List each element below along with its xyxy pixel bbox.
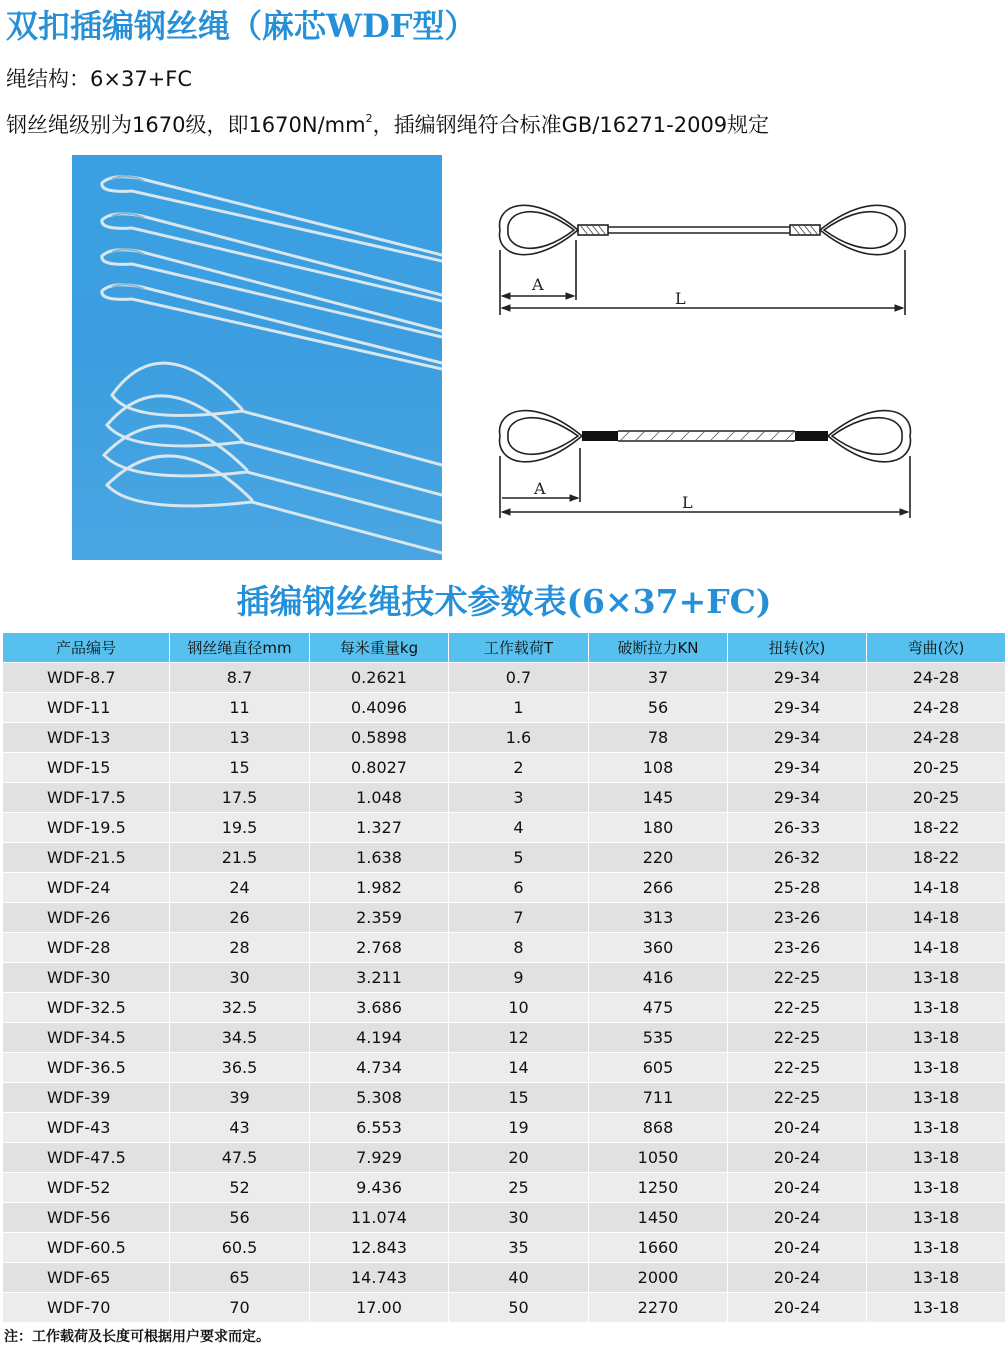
product-code-cell: WDF-39 bbox=[3, 1083, 170, 1113]
table-cell: 605 bbox=[589, 1053, 728, 1083]
product-code-cell: WDF-17.5 bbox=[3, 783, 170, 813]
table-cell: 5.308 bbox=[310, 1083, 449, 1113]
table-row bbox=[3, 1263, 1006, 1293]
table-cell: 1.327 bbox=[310, 813, 449, 843]
table-cell: 22-25 bbox=[728, 1083, 867, 1113]
table-cell: 1 bbox=[449, 693, 589, 723]
rope-grade bbox=[6, 104, 769, 140]
table-cell: 22-25 bbox=[728, 1053, 867, 1083]
table-cell: 78 bbox=[589, 723, 728, 753]
table-cell: 13-18 bbox=[867, 1293, 1006, 1323]
table-cell: 8 bbox=[449, 933, 589, 963]
table-row bbox=[3, 1113, 1006, 1143]
diagram-1-label-a: A bbox=[532, 275, 544, 294]
product-code-cell: WDF-52 bbox=[3, 1173, 170, 1203]
product-code-cell: WDF-47.5 bbox=[3, 1143, 170, 1173]
table-cell: 12 bbox=[449, 1023, 589, 1053]
table-title: 插编钢丝绳技术参数表(6×37+FC) bbox=[236, 582, 772, 621]
table-cell: 14-18 bbox=[867, 933, 1006, 963]
table-row bbox=[3, 903, 1006, 933]
grade-text: 钢丝绳级别为1670级，即1670N/mm bbox=[6, 113, 366, 137]
table-cell: 13-18 bbox=[867, 1203, 1006, 1233]
table-cell: 4.734 bbox=[310, 1053, 449, 1083]
table-row bbox=[3, 1053, 1006, 1083]
table-cell: 18-22 bbox=[867, 813, 1006, 843]
table-cell: 0.5898 bbox=[310, 723, 449, 753]
table-cell: 13-18 bbox=[867, 1083, 1006, 1113]
table-cell: 13-18 bbox=[867, 1023, 1006, 1053]
table-cell: 360 bbox=[589, 933, 728, 963]
table-cell: 24-28 bbox=[867, 663, 1006, 693]
table-row bbox=[3, 1023, 1006, 1053]
rope-structure: 绳结构：6×37+FC bbox=[6, 67, 193, 91]
table-cell: 9 bbox=[449, 963, 589, 993]
grade-standard: ，插编钢绳符合标准GB/16271-2009规定 bbox=[372, 113, 770, 137]
product-code-cell: WDF-56 bbox=[3, 1203, 170, 1233]
table-cell: 56 bbox=[170, 1203, 310, 1233]
table-cell: 39 bbox=[170, 1083, 310, 1113]
product-code-cell: WDF-11 bbox=[3, 693, 170, 723]
table-cell: 20-24 bbox=[728, 1263, 867, 1293]
table-cell: 20-24 bbox=[728, 1293, 867, 1323]
table-cell: 40 bbox=[449, 1263, 589, 1293]
table-cell: 1.982 bbox=[310, 873, 449, 903]
table-cell: 3 bbox=[449, 783, 589, 813]
table-cell: 29-34 bbox=[728, 783, 867, 813]
product-code-cell: WDF-36.5 bbox=[3, 1053, 170, 1083]
table-cell: 4.194 bbox=[310, 1023, 449, 1053]
table-row bbox=[3, 1203, 1006, 1233]
table-cell: 6 bbox=[449, 873, 589, 903]
table-cell: 6.553 bbox=[310, 1113, 449, 1143]
table-cell: 20-24 bbox=[728, 1233, 867, 1263]
table-cell: 0.4096 bbox=[310, 693, 449, 723]
table-cell: 11 bbox=[170, 693, 310, 723]
table-cell: 868 bbox=[589, 1113, 728, 1143]
table-row bbox=[3, 783, 1006, 813]
table-cell: 475 bbox=[589, 993, 728, 1023]
table-cell: 47.5 bbox=[170, 1143, 310, 1173]
grade-superscript: 2 bbox=[365, 112, 373, 125]
table-row bbox=[3, 1293, 1006, 1323]
table-cell: 17.00 bbox=[310, 1293, 449, 1323]
table-cell: 11.074 bbox=[310, 1203, 449, 1233]
table-cell: 50 bbox=[449, 1293, 589, 1323]
product-code-cell: WDF-28 bbox=[3, 933, 170, 963]
table-cell: 266 bbox=[589, 873, 728, 903]
column-header: 弯曲(次) bbox=[867, 633, 1006, 663]
table-cell: 25-28 bbox=[728, 873, 867, 903]
column-header: 钢丝绳直径mm bbox=[170, 633, 310, 663]
page-title: 双扣插编钢丝绳（麻芯WDF型） bbox=[6, 7, 477, 45]
table-cell: 28 bbox=[170, 933, 310, 963]
table-row bbox=[3, 723, 1006, 753]
table-cell: 13-18 bbox=[867, 1143, 1006, 1173]
footnote: 注：工作载荷及长度可根据用户要求而定。 bbox=[4, 1329, 270, 1345]
table-cell: 1660 bbox=[589, 1233, 728, 1263]
diagram-2-label-a: A bbox=[534, 479, 546, 498]
sling-photo-image bbox=[72, 155, 442, 560]
table-cell: 26-33 bbox=[728, 813, 867, 843]
sling-diagram-sleeve bbox=[490, 390, 920, 530]
table-cell: 13-18 bbox=[867, 993, 1006, 1023]
table-cell: 14-18 bbox=[867, 903, 1006, 933]
column-header: 破断拉力KN bbox=[589, 633, 728, 663]
table-cell: 2.768 bbox=[310, 933, 449, 963]
table-row bbox=[3, 753, 1006, 783]
product-code-cell: WDF-21.5 bbox=[3, 843, 170, 873]
column-header: 扭转(次) bbox=[728, 633, 867, 663]
sling-diagram-1-drawing bbox=[490, 180, 920, 330]
table-body bbox=[3, 663, 1006, 1323]
product-code-cell: WDF-19.5 bbox=[3, 813, 170, 843]
table-cell: 1050 bbox=[589, 1143, 728, 1173]
table-header-row bbox=[3, 633, 1006, 663]
table-cell: 4 bbox=[449, 813, 589, 843]
table-cell: 32.5 bbox=[170, 993, 310, 1023]
table-cell: 2000 bbox=[589, 1263, 728, 1293]
table-cell: 1.6 bbox=[449, 723, 589, 753]
table-cell: 29-34 bbox=[728, 693, 867, 723]
table-cell: 29-34 bbox=[728, 663, 867, 693]
table-cell: 1450 bbox=[589, 1203, 728, 1233]
table-cell: 52 bbox=[170, 1173, 310, 1203]
table-cell: 3.686 bbox=[310, 993, 449, 1023]
table-cell: 23-26 bbox=[728, 933, 867, 963]
table-row bbox=[3, 843, 1006, 873]
table-cell: 19 bbox=[449, 1113, 589, 1143]
table-cell: 23-26 bbox=[728, 903, 867, 933]
column-header: 产品编号 bbox=[3, 633, 170, 663]
table-cell: 26-32 bbox=[728, 843, 867, 873]
table-cell: 108 bbox=[589, 753, 728, 783]
table-row bbox=[3, 1143, 1006, 1173]
table-cell: 0.8027 bbox=[310, 753, 449, 783]
table-cell: 29-34 bbox=[728, 723, 867, 753]
column-header: 每米重量kg bbox=[310, 633, 449, 663]
table-row bbox=[3, 813, 1006, 843]
table-cell: 60.5 bbox=[170, 1233, 310, 1263]
table-cell: 1.638 bbox=[310, 843, 449, 873]
table-cell: 14 bbox=[449, 1053, 589, 1083]
table-cell: 220 bbox=[589, 843, 728, 873]
product-code-cell: WDF-43 bbox=[3, 1113, 170, 1143]
table-cell: 36.5 bbox=[170, 1053, 310, 1083]
sling-diagram-2-drawing bbox=[490, 390, 920, 530]
table-cell: 20-25 bbox=[867, 783, 1006, 813]
table-cell: 535 bbox=[589, 1023, 728, 1053]
table-cell: 43 bbox=[170, 1113, 310, 1143]
table-cell: 7.929 bbox=[310, 1143, 449, 1173]
table-cell: 18-22 bbox=[867, 843, 1006, 873]
table-cell: 70 bbox=[170, 1293, 310, 1323]
table-cell: 24 bbox=[170, 873, 310, 903]
product-code-cell: WDF-15 bbox=[3, 753, 170, 783]
table-row bbox=[3, 993, 1006, 1023]
table-row bbox=[3, 873, 1006, 903]
product-code-cell: WDF-13 bbox=[3, 723, 170, 753]
table-cell: 14-18 bbox=[867, 873, 1006, 903]
table-cell: 22-25 bbox=[728, 1023, 867, 1053]
table-cell: 20-25 bbox=[867, 753, 1006, 783]
table-cell: 15 bbox=[170, 753, 310, 783]
table-cell: 0.2621 bbox=[310, 663, 449, 693]
table-cell: 313 bbox=[589, 903, 728, 933]
table-cell: 9.436 bbox=[310, 1173, 449, 1203]
table-cell: 10 bbox=[449, 993, 589, 1023]
table-cell: 20-24 bbox=[728, 1113, 867, 1143]
table-cell: 17.5 bbox=[170, 783, 310, 813]
table-cell: 34.5 bbox=[170, 1023, 310, 1053]
product-code-cell: WDF-8.7 bbox=[3, 663, 170, 693]
table-cell: 180 bbox=[589, 813, 728, 843]
table-cell: 26 bbox=[170, 903, 310, 933]
product-code-cell: WDF-26 bbox=[3, 903, 170, 933]
table-cell: 13-18 bbox=[867, 1233, 1006, 1263]
table-cell: 3.211 bbox=[310, 963, 449, 993]
table-cell: 30 bbox=[449, 1203, 589, 1233]
table-cell: 145 bbox=[589, 783, 728, 813]
table-cell: 24-28 bbox=[867, 723, 1006, 753]
table-cell: 30 bbox=[170, 963, 310, 993]
table-cell: 19.5 bbox=[170, 813, 310, 843]
product-photo bbox=[72, 155, 442, 560]
table-cell: 13-18 bbox=[867, 963, 1006, 993]
table-cell: 65 bbox=[170, 1263, 310, 1293]
table-cell: 25 bbox=[449, 1173, 589, 1203]
table-cell: 8.7 bbox=[170, 663, 310, 693]
table-cell: 21.5 bbox=[170, 843, 310, 873]
table-row bbox=[3, 693, 1006, 723]
table-cell: 1.048 bbox=[310, 783, 449, 813]
table-row bbox=[3, 963, 1006, 993]
sling-diagram-thimble bbox=[490, 180, 920, 330]
table-cell: 29-34 bbox=[728, 753, 867, 783]
table-cell: 20-24 bbox=[728, 1203, 867, 1233]
table-cell: 14.743 bbox=[310, 1263, 449, 1293]
parameter-table bbox=[2, 632, 1006, 1323]
product-code-cell: WDF-65 bbox=[3, 1263, 170, 1293]
product-code-cell: WDF-30 bbox=[3, 963, 170, 993]
column-header: 工作载荷T bbox=[449, 633, 589, 663]
table-cell: 13 bbox=[170, 723, 310, 753]
diagram-1-label-l: L bbox=[675, 289, 686, 308]
table-cell: 56 bbox=[589, 693, 728, 723]
table-row bbox=[3, 663, 1006, 693]
product-code-cell: WDF-32.5 bbox=[3, 993, 170, 1023]
table-cell: 13-18 bbox=[867, 1263, 1006, 1293]
table-cell: 7 bbox=[449, 903, 589, 933]
table-cell: 711 bbox=[589, 1083, 728, 1113]
table-cell: 12.843 bbox=[310, 1233, 449, 1263]
product-code-cell: WDF-60.5 bbox=[3, 1233, 170, 1263]
table-cell: 2 bbox=[449, 753, 589, 783]
table-cell: 13-18 bbox=[867, 1113, 1006, 1143]
table-cell: 2270 bbox=[589, 1293, 728, 1323]
table-cell: 416 bbox=[589, 963, 728, 993]
table-cell: 13-18 bbox=[867, 1053, 1006, 1083]
table-row bbox=[3, 1083, 1006, 1113]
table-cell: 37 bbox=[589, 663, 728, 693]
product-code-cell: WDF-70 bbox=[3, 1293, 170, 1323]
table-cell: 0.7 bbox=[449, 663, 589, 693]
table-cell: 13-18 bbox=[867, 1173, 1006, 1203]
table-cell: 22-25 bbox=[728, 963, 867, 993]
table-cell: 1250 bbox=[589, 1173, 728, 1203]
table-cell: 20-24 bbox=[728, 1173, 867, 1203]
table-cell: 24-28 bbox=[867, 693, 1006, 723]
table-cell: 35 bbox=[449, 1233, 589, 1263]
product-code-cell: WDF-24 bbox=[3, 873, 170, 903]
table-row bbox=[3, 1233, 1006, 1263]
table-row bbox=[3, 933, 1006, 963]
table-cell: 5 bbox=[449, 843, 589, 873]
table-cell: 22-25 bbox=[728, 993, 867, 1023]
table-cell: 2.359 bbox=[310, 903, 449, 933]
table-cell: 20 bbox=[449, 1143, 589, 1173]
table-row bbox=[3, 1173, 1006, 1203]
product-code-cell: WDF-34.5 bbox=[3, 1023, 170, 1053]
table-cell: 15 bbox=[449, 1083, 589, 1113]
diagram-2-label-l: L bbox=[682, 493, 693, 512]
table-cell: 20-24 bbox=[728, 1143, 867, 1173]
